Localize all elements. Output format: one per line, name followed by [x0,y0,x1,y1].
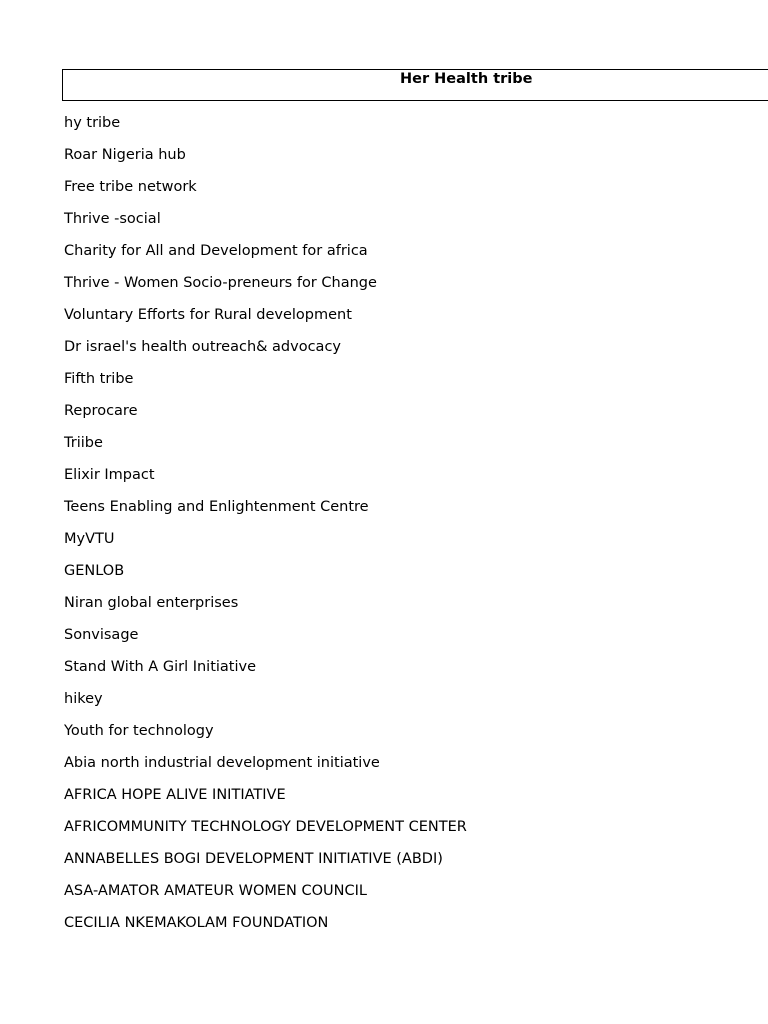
list-item: Youth for technology [64,723,214,739]
list-item: Triibe [64,435,103,451]
list-item: ANNABELLES BOGI DEVELOPMENT INITIATIVE (ABDI) [64,851,443,867]
list-item: AFRICOMMUNITY TECHNOLOGY DEVELOPMENT CENTER [64,819,467,835]
list-item: hy tribe [64,115,121,131]
list-item: CECILIA NKEMAKOLAM FOUNDATION [64,915,329,931]
organization-list [64,114,467,946]
list-item: Sonvisage [64,627,139,643]
list-item: Elixir Impact [64,467,155,483]
list-item: Dr israel's health outreach& advocacy [64,339,342,355]
list-item: Free tribe network [64,179,197,195]
list-item: Thrive - Women Socio-preneurs for Change [64,275,377,291]
list-item: Abia north industrial development initiative [64,755,380,771]
list-item: Fifth tribe [64,371,134,387]
list-item: Voluntary Efforts for Rural development [64,307,352,323]
list-item: Niran global enterprises [64,595,239,611]
list-item: Thrive -social [64,211,161,227]
list-item: Charity for All and Development for africa [64,243,368,259]
list-item: ASA-AMATOR AMATEUR WOMEN COUNCIL [64,883,367,899]
list-item: Teens Enabling and Enlightenment Centre [64,499,369,515]
list-item: GENLOB [64,563,125,579]
list-item: Stand With A Girl Initiative [64,659,257,675]
list-item: Reprocare [64,403,138,419]
list-item: hikey [64,691,103,707]
list-item: Roar Nigeria hub [64,147,186,163]
list-item: MyVTU [64,531,115,547]
list-item: AFRICA HOPE ALIVE INITIATIVE [64,787,286,803]
header-box [62,69,768,101]
header-title: Her Health tribe [400,71,533,87]
